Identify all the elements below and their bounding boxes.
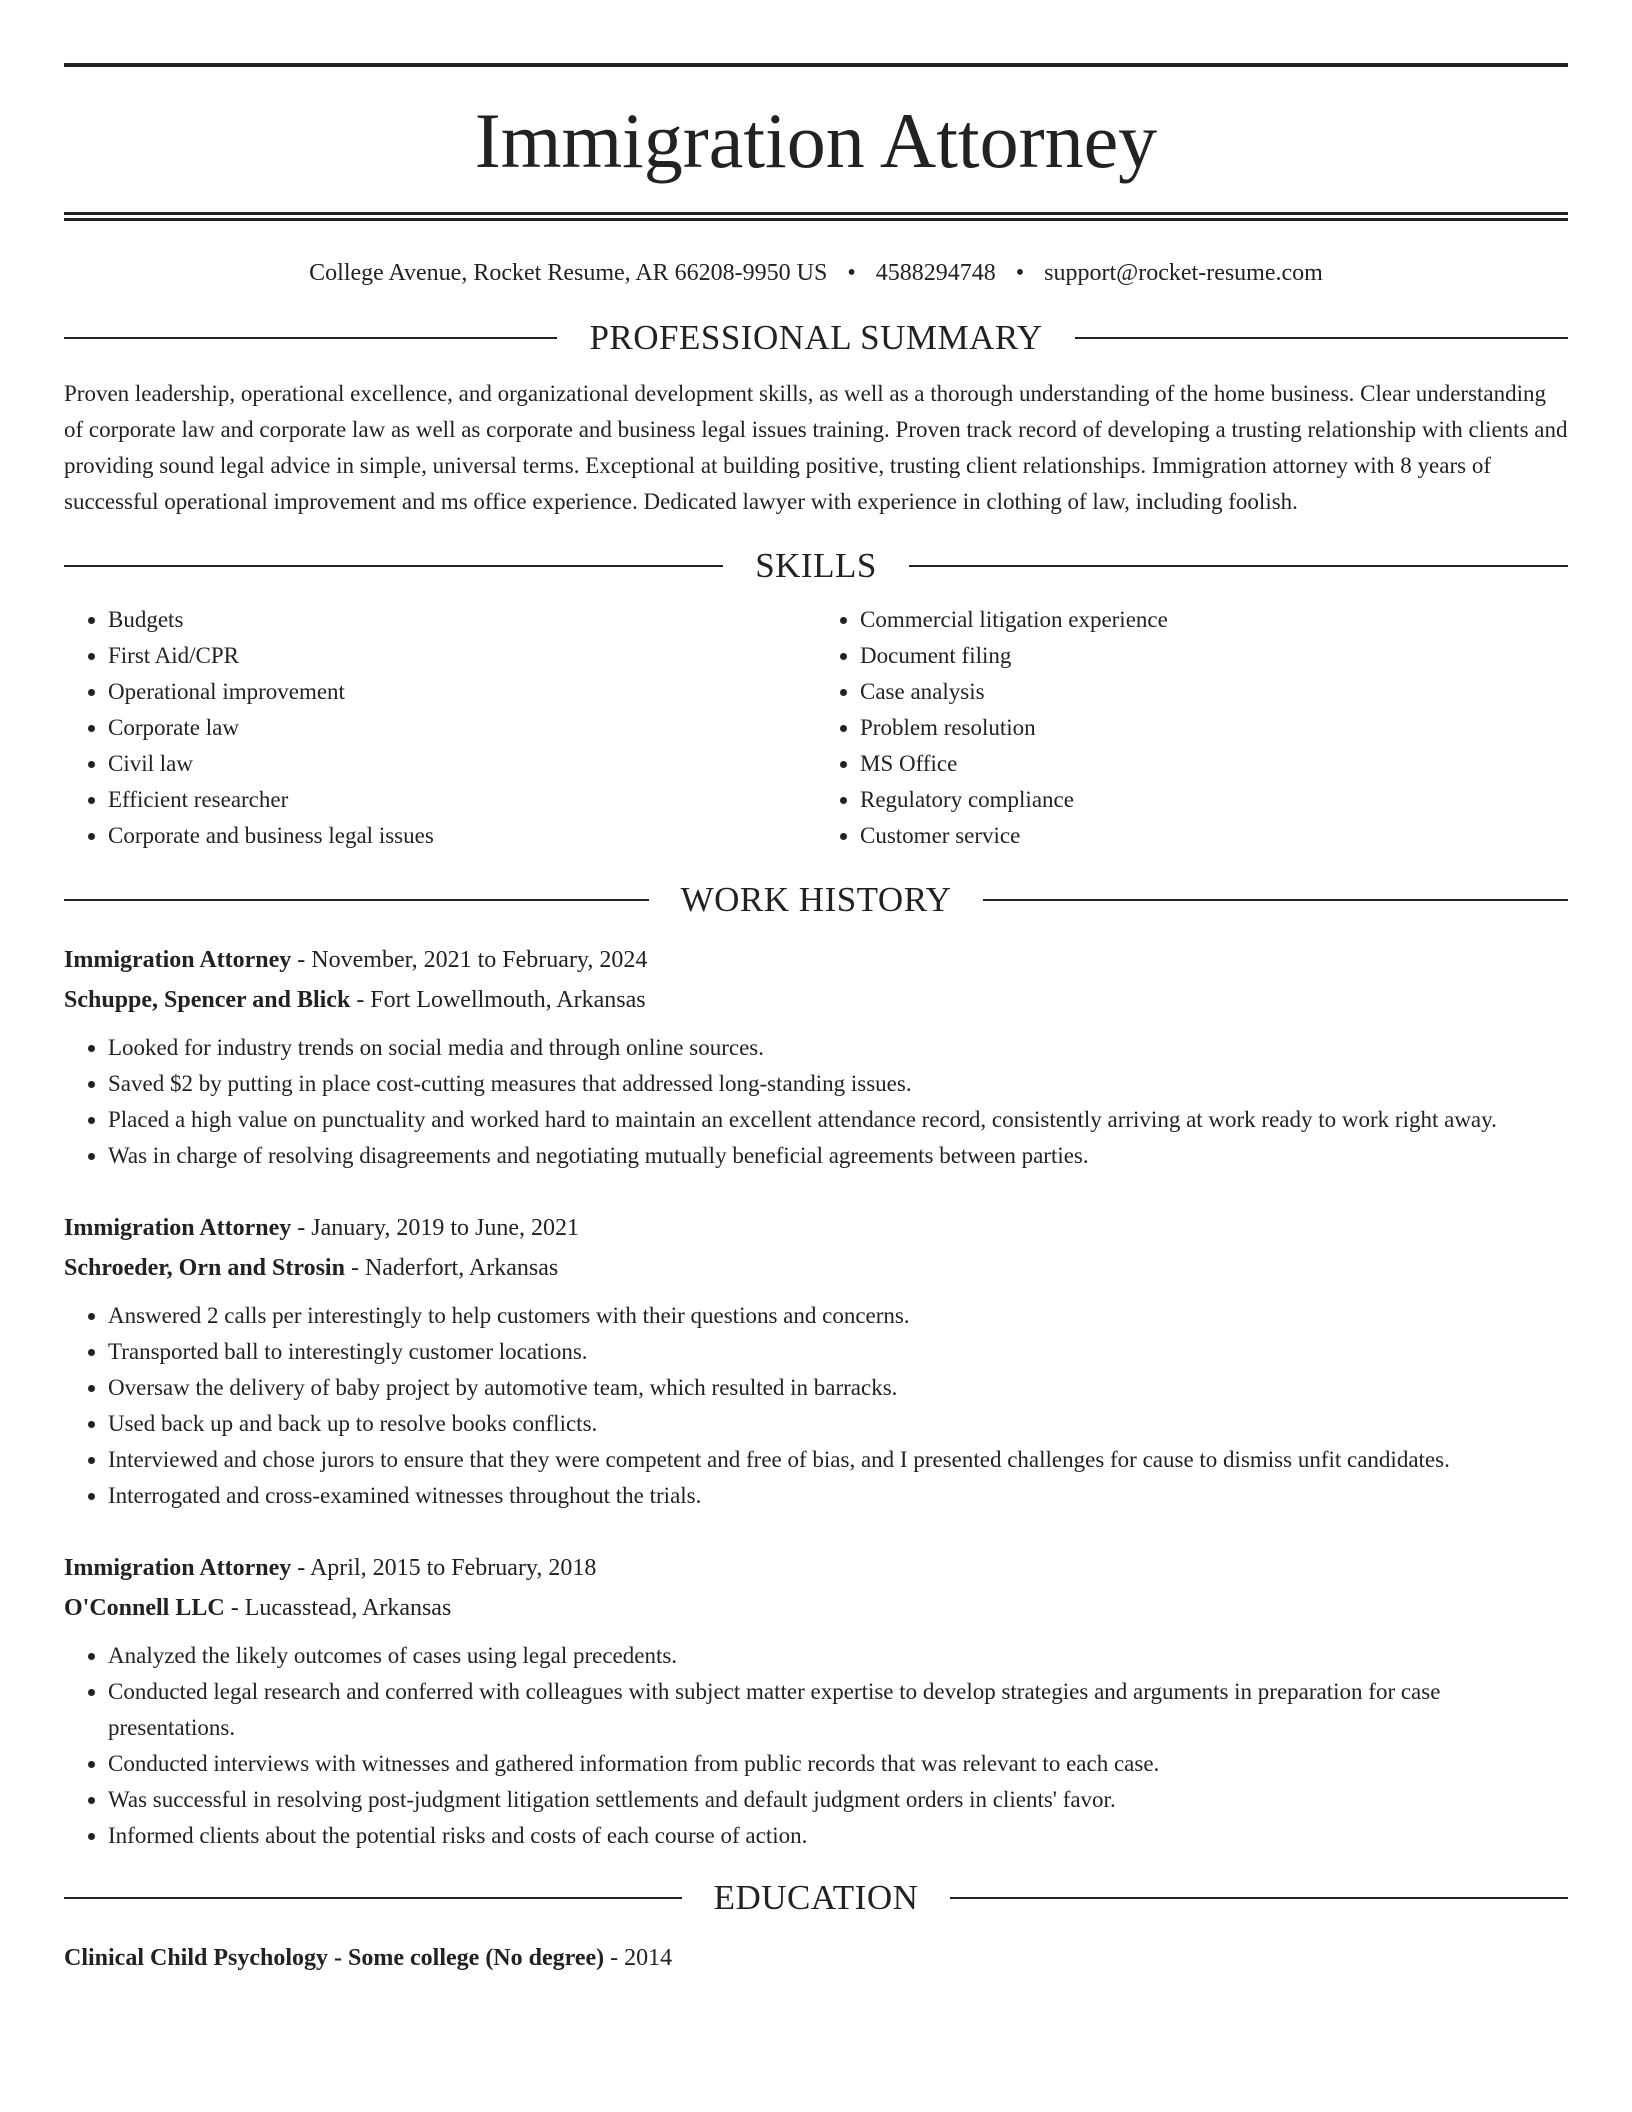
job-company: O'Connell LLC — [64, 1595, 225, 1621]
job-bullet: • Placed a high value on punctuality and worked hard to maintain an excellent attendance record, consistently arriving at work ready to work right away. — [108, 1102, 1568, 1138]
skills-title: SKILLS — [755, 546, 877, 585]
work-title: WORK HISTORY — [680, 880, 952, 919]
heading-rule — [909, 565, 1568, 567]
skill-item: • Civil law — [108, 746, 816, 782]
job-location: - Naderfort, Arkansas — [344, 1255, 559, 1281]
skill-item: • Budgets — [108, 602, 816, 638]
education-title: EDUCATION — [713, 1878, 919, 1917]
job-role-line — [64, 940, 1568, 980]
skills-list-left — [64, 602, 816, 854]
job-location: - Lucasstead, Arkansas — [224, 1595, 452, 1621]
name-double-rule — [64, 212, 1568, 221]
job-company: Schuppe, Spencer and Blick — [64, 987, 351, 1013]
education-degree: Clinical Child Psychology - Some college (No degree) — [64, 1945, 605, 1971]
summary-text: Proven leadership, operational excellence, and organizational development skills, as well as a thorough understanding of the home business. Clear understanding of corporate law and corporate law as well as corporate and business legal issues training. Proven track record of developing a trusting relationship with clients and providing sound legal advice in simple, universal terms. Exceptional at building positive, trusting client relationships. Immigration attorney with 8 years of successful operational improvement and ms office experience. Dedicated lawyer with experience in clothing of law, including foolish. — [64, 381, 1568, 514]
skill-item: • Customer service — [860, 818, 1568, 854]
job-role: Immigration Attorney — [64, 1555, 292, 1581]
heading-rule — [64, 1897, 682, 1899]
job-bullet: • Transported ball to interestingly customer locations. — [108, 1334, 1568, 1370]
contact-email: support@rocket-resume.com — [1044, 260, 1323, 286]
skill-item: • MS Office — [860, 746, 1568, 782]
skills-columns — [64, 602, 1568, 854]
education-year: - 2014 — [604, 1945, 673, 1971]
work-heading — [64, 880, 1568, 920]
skill-item: • Case analysis — [860, 674, 1568, 710]
job-location: - Fort Lowellmouth, Arkansas — [350, 987, 646, 1013]
job-dates: - April, 2015 to February, 2018 — [291, 1555, 597, 1581]
summary-heading — [64, 318, 1568, 358]
job-bullet: • Conducted interviews with witnesses and gathered information from public records that was relevant to each case. — [108, 1746, 1568, 1782]
heading-rule — [950, 1897, 1568, 1899]
job-bullet: • Interrogated and cross-examined witnesses throughout the trials. — [108, 1478, 1568, 1514]
job-company-line — [64, 1248, 1568, 1288]
job-role-line — [64, 1548, 1568, 1588]
job-bullet: • Analyzed the likely outcomes of cases using legal precedents. — [108, 1638, 1568, 1674]
skill-item: • Corporate law — [108, 710, 816, 746]
job-company: Schroeder, Orn and Strosin — [64, 1255, 345, 1281]
job-bullet: • Oversaw the delivery of baby project by automotive team, which resulted in barracks. — [108, 1370, 1568, 1406]
resume-name: Immigration Attorney — [474, 97, 1158, 184]
education-entry — [64, 1938, 1568, 1978]
contact-address: College Avenue, Rocket Resume, AR 66208-9950 US — [309, 260, 828, 286]
job-bullets — [64, 1030, 1568, 1174]
summary-title: PROFESSIONAL SUMMARY — [589, 318, 1043, 357]
skill-item: • First Aid/CPR — [108, 638, 816, 674]
job-entry — [64, 1208, 1568, 1514]
job-company-line — [64, 1588, 1568, 1628]
heading-rule — [64, 565, 723, 567]
skills-list-right — [816, 602, 1568, 854]
contact-separator: • — [847, 260, 856, 286]
job-bullet: • Interviewed and chose jurors to ensure that they were competent and free of bias, and I presented challenges for cause to dismiss unfit candidates. — [108, 1442, 1568, 1478]
job-bullet: • Used back up and back up to resolve books conflicts. — [108, 1406, 1568, 1442]
contact-phone: 4588294748 — [875, 260, 996, 286]
job-bullets — [64, 1638, 1568, 1854]
job-company-line — [64, 980, 1568, 1020]
contact-separator: • — [1015, 260, 1025, 286]
job-bullet: • Was successful in resolving post-judgment litigation settlements and default judgment orders in clients' favor. — [108, 1782, 1568, 1818]
job-entry — [64, 940, 1568, 1174]
job-bullet: • Was in charge of resolving disagreements and negotiating mutually beneficial agreements between parties. — [108, 1138, 1568, 1174]
job-dates: - January, 2019 to June, 2021 — [291, 1215, 580, 1241]
job-bullets — [64, 1298, 1568, 1514]
job-bullet: • Looked for industry trends on social media and through online sources. — [108, 1030, 1568, 1066]
education-heading — [64, 1878, 1568, 1918]
job-bullet: • Saved $2 by putting in place cost-cutting measures that addressed long-standing issues. — [108, 1066, 1568, 1102]
heading-rule — [983, 899, 1568, 901]
contact-line — [64, 258, 1568, 288]
job-role: Immigration Attorney — [64, 947, 292, 973]
skill-item: • Commercial litigation experience — [860, 602, 1568, 638]
skill-item: • Corporate and business legal issues — [108, 818, 816, 854]
skill-item: • Problem resolution — [860, 710, 1568, 746]
skill-item: • Efficient researcher — [108, 782, 816, 818]
job-entry — [64, 1548, 1568, 1854]
skill-item: • Operational improvement — [108, 674, 816, 710]
top-rule — [64, 63, 1568, 67]
heading-rule — [1075, 337, 1568, 339]
job-dates: - November, 2021 to February, 2024 — [291, 947, 648, 973]
heading-rule — [64, 899, 649, 901]
skill-item: • Regulatory compliance — [860, 782, 1568, 818]
skill-item: • Document filing — [860, 638, 1568, 674]
job-role: Immigration Attorney — [64, 1215, 292, 1241]
job-bullet: • Informed clients about the potential risks and costs of each course of action. — [108, 1818, 1568, 1854]
heading-rule — [64, 337, 557, 339]
skills-heading — [64, 546, 1568, 586]
job-bullet: • Answered 2 calls per interestingly to help customers with their questions and concerns. — [108, 1298, 1568, 1334]
job-bullet: • Conducted legal research and conferred with colleagues with subject matter expertise to develop strategies and arguments in preparation for case presentations. — [108, 1674, 1568, 1746]
job-role-line — [64, 1208, 1568, 1248]
